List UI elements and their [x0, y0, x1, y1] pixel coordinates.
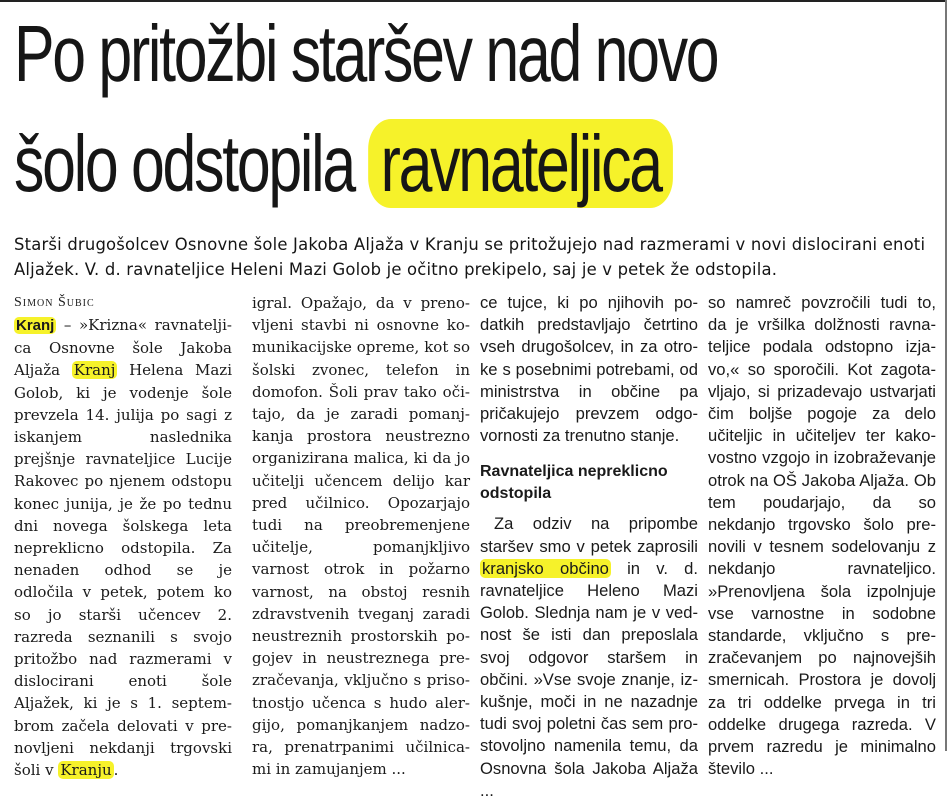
highlight-kranj: Kranj	[73, 361, 116, 380]
column-3-paragraph-2	[480, 513, 698, 802]
top-rule	[0, 0, 947, 2]
column-1-text	[14, 314, 232, 781]
column-3-paragraph-1: ce tujce, ki po njihovih podatkih predstavljajo četrtino vseh drugošolcev, in za otroke s posebnimi potrebami, od ministrstva in občine pa pričakujejo prevzem odgovornosti za trenutno stanje.	[480, 293, 698, 446]
location-dateline: Kranj	[16, 317, 55, 334]
highlight-kranjsko-obcino: kranjsko občino	[482, 558, 609, 578]
headline-highlight: ravnateljica	[369, 119, 673, 208]
column-1	[14, 292, 232, 780]
col1-text-a: – »Krizna« ravnateljica Osnovne šole Jakoba Aljaža	[14, 316, 232, 380]
subhead: Ravnateljica nepreklicno odstopila	[480, 463, 668, 503]
col3-text-b: in v. d. ravnateljice Heleno Mazi Golob. Slednja nam je v vednost še isti dan preposlala svoj odgovor staršem in občini. »Vse svoje znanje, izkušnje, moči in ne nazadnje tudi svoj poletni čas sem prostovoljno namenila temu, da Osnovna šola Jakoba Aljaža ...	[480, 558, 698, 800]
col3-text-a: Za odziv na pripombe staršev smo v petek zaprosili	[480, 514, 698, 556]
highlight-kranju: Kranju	[60, 761, 112, 780]
headline-line-2	[14, 119, 673, 208]
column-3	[480, 292, 698, 800]
column-2-text: igral. Opažajo, da v prenovljeni stavbi ni osnovne komunikacijske opreme, kot so šolski zvonec, telefon in domofon. Šoli prav tako očitajo, da je zaradi pomanjkanja prostora neustrezno organizirana malica, ki da jo učitelji učencem delijo kar pred učilnico. Opozarjajo tudi na preobremenjene učitelje, pomanjkljivo varnost otrok in požarno varnost, na obstoj resnih zdravstvenih tveganj zaradi neustreznih prostorskih pogojev in neustreznega prezračevanja, vključno s prisotnostjo učenca s hudo alergijo, pomanjkanjem nadzora, prenatrpanimi učilnicami in zamujanjem ...	[252, 294, 470, 779]
col1-text-b: Helena Mazi Golob, ki je vodenje šole prevzela 14. julija po sagi z iskanjem naslednika prejšnje ravnateljice Lucije Rakovec po njenem odstopu konec junija, je že po tednu dni novega šolskega leta nepreklicno odstopila. Za nenaden odhod se je odločila v petek, potem ko so jo starši učencev 2. razreda seznanili s svojo pritožbo nad razmerami v dislocirani enoti šole Aljažek, ki je s 1. septembrom začela delovati v prenovljeni nekdanji trgovski šoli v	[14, 361, 232, 780]
column-4	[708, 292, 936, 779]
lead-paragraph: Starši drugošolcev Osnovne šole Jakoba Aljaža v Kranju se pritožujejo nad razmerami v novi dislocirani enoti Aljažek. V. d. ravnateljice Heleni Mazi Golob je očitno prekipelo, saj je v petek že odstopila.	[14, 235, 926, 279]
column-4-text: so namreč povzročili tudi to, da je vršilka dolžnosti ravnateljice podala odstopno izjavo,« so sporočili. Kot zagotavljajo, si prizadevajo ustvarjati čim boljše pogoje za delo učiteljic in učiteljev ter kakovostno vzgojo in izobraževanje otrok na OŠ Jakoba Aljaža. Ob tem poudarjajo, da so nekdanjo trgovsko šolo prenovili v tesnem sodelovanju z nekdanjo ravnateljico. »Prenovljena šola izpolnjuje vse varnostne in sodobne standarde, vključno s prezračevanjem po najnovejših smernicah. Prostora je dovolj za tri oddelke prvega in tri oddelke drugega razreda. V prvem razredu je minimalno število ...	[708, 293, 936, 779]
headline-line-1: Po pritožbi staršev nad novo	[14, 9, 718, 98]
column-2	[252, 292, 470, 779]
headline-text: šolo odstopila	[14, 119, 354, 208]
byline: Simon Šubic	[14, 295, 95, 310]
col1-text-end: .	[113, 761, 119, 780]
